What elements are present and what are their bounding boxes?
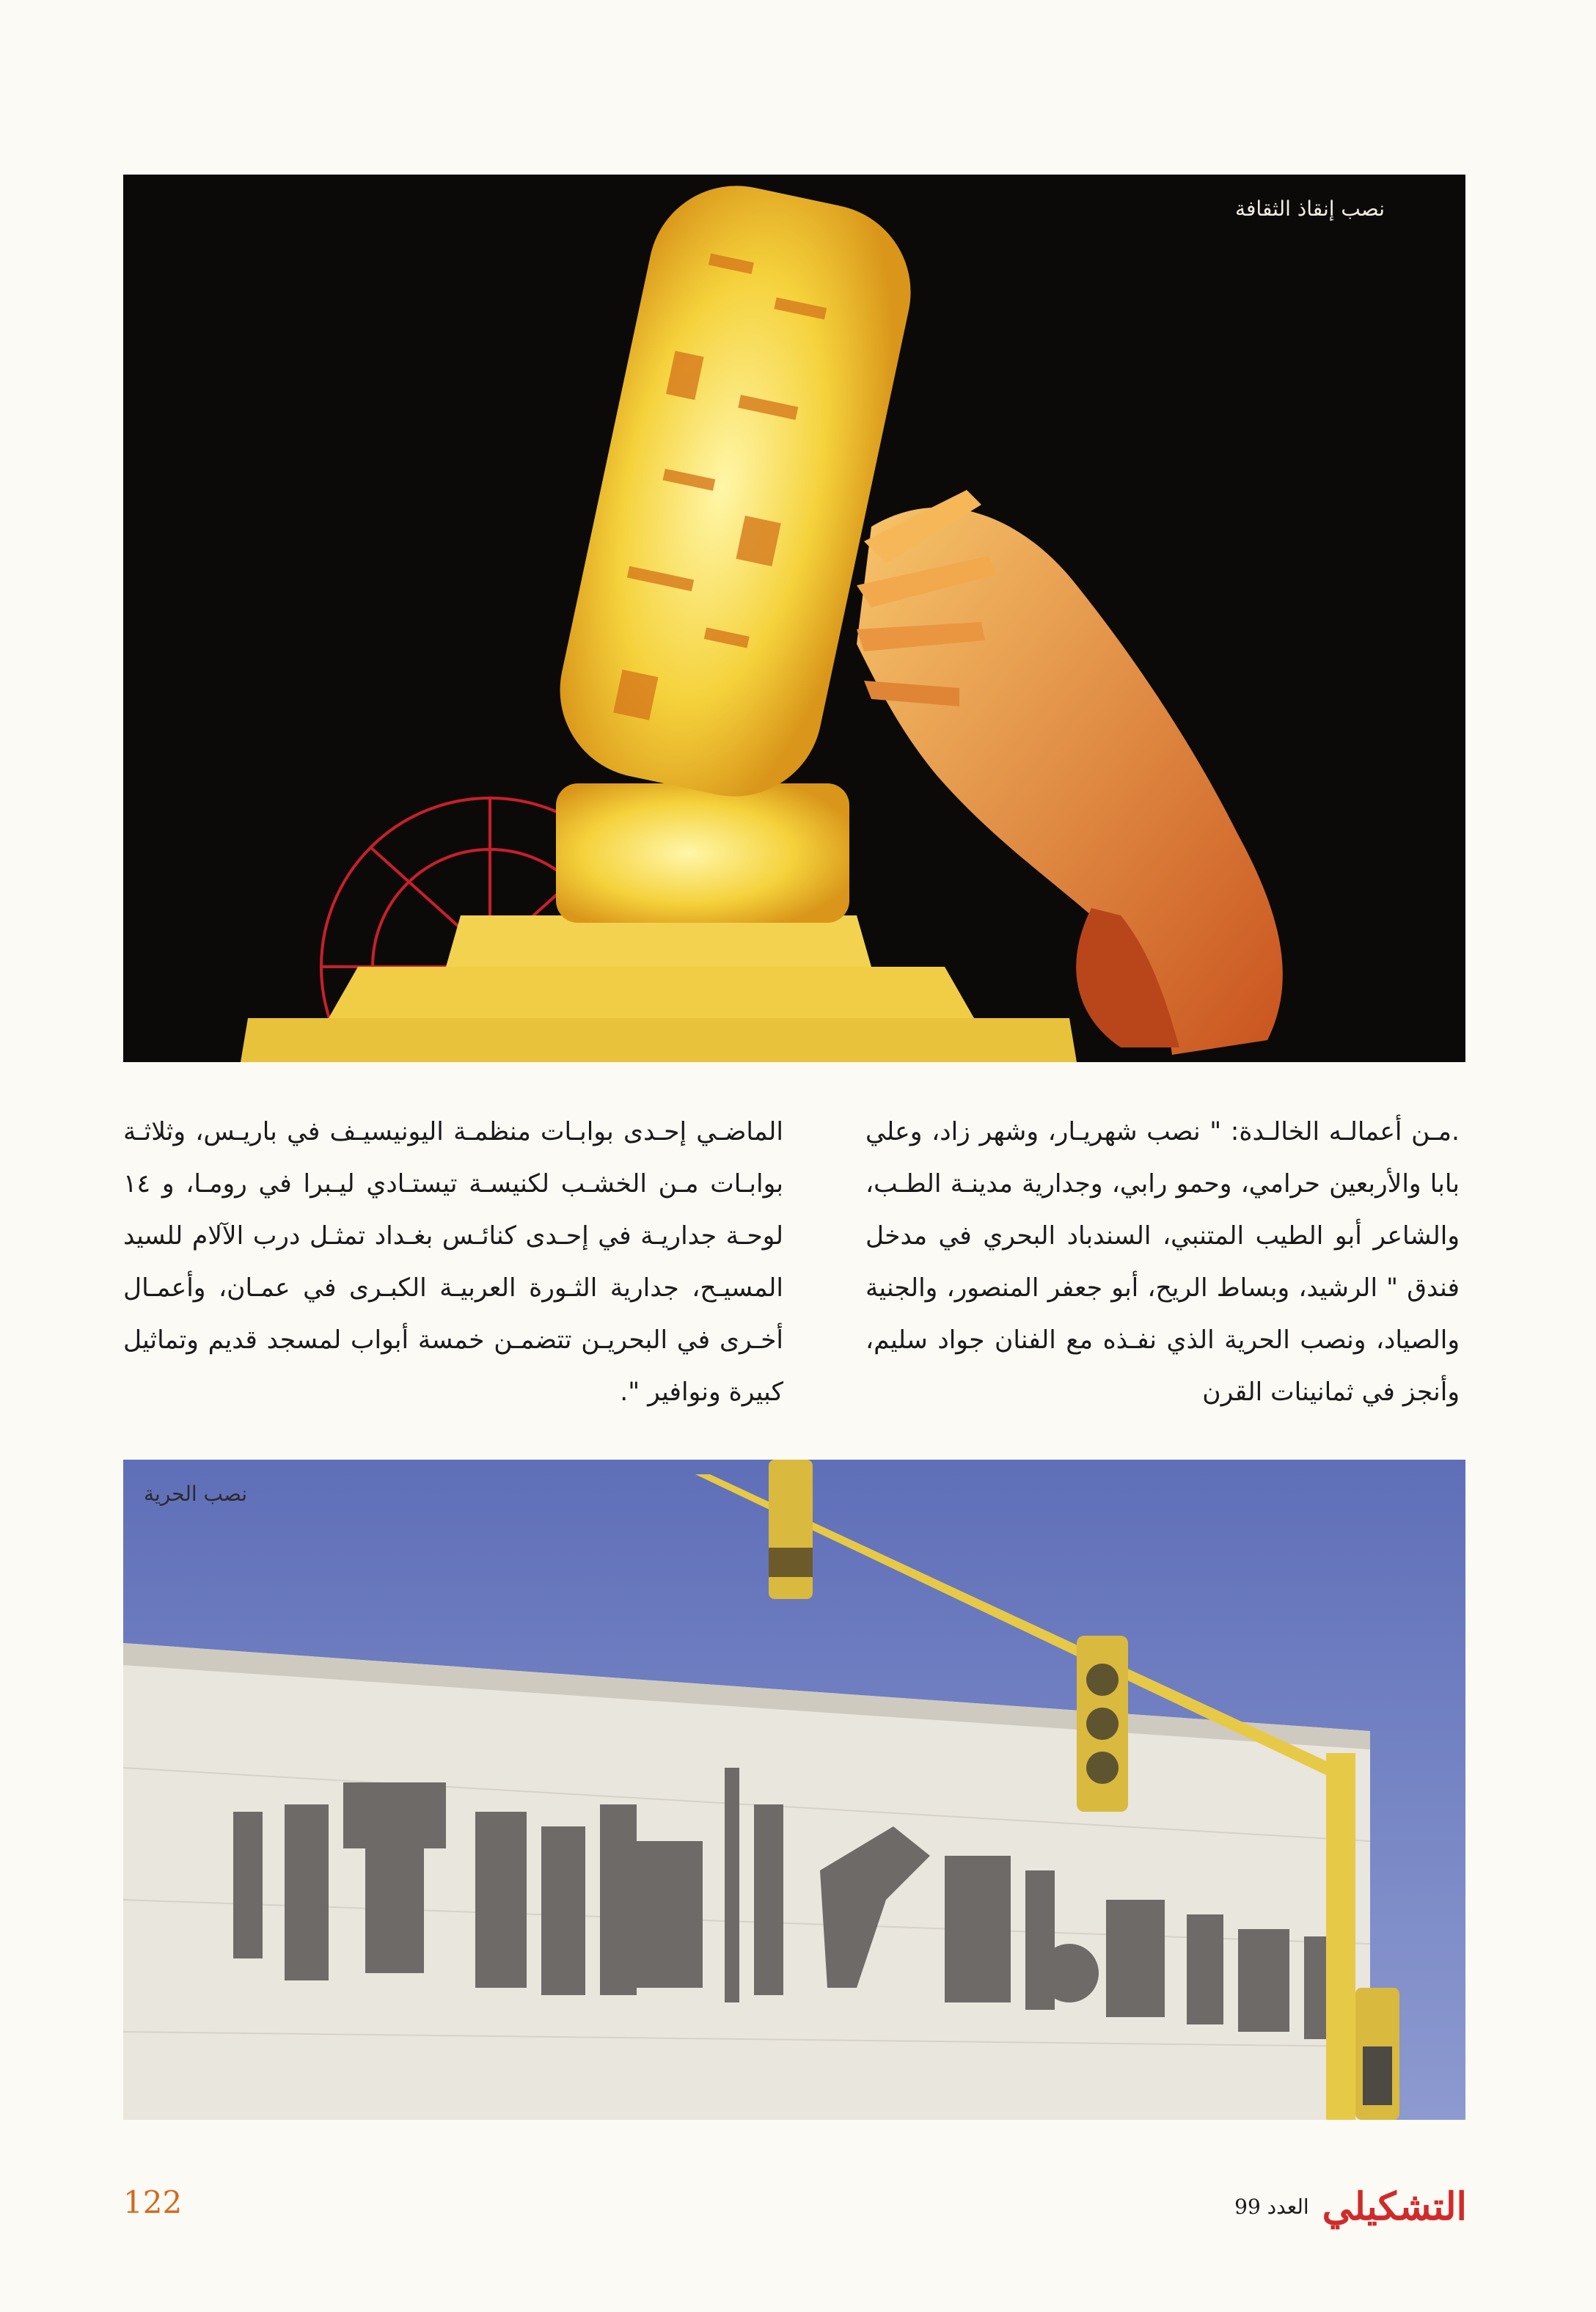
liberty-monument-illustration bbox=[123, 1460, 1465, 2120]
magazine-masthead: التشكيلي bbox=[1322, 2184, 1467, 2229]
traffic-light-side bbox=[1355, 1988, 1399, 2120]
photo-liberty-monument bbox=[123, 1460, 1465, 2120]
traffic-light-lower bbox=[1077, 1636, 1128, 1812]
photo-caption-saving-culture: نصب إنقاذ الثقافة bbox=[1235, 197, 1385, 221]
page-number: 122 bbox=[123, 2184, 183, 2220]
photo-caption-liberty-monument: نصب الحرية bbox=[144, 1482, 248, 1506]
article-paragraph-1: .مـن أعمالـه الخالـدة: " نصب شهريـار، وشهر زاد، وعلي بابا والأربعين حرامي، وحمو رابي، وجدارية مدينـة الطـب، والشاعر أبو الطيب المتنبي، السندباد البحري في مدخل فندق " الرشيد، وبساط الريح، أبو جعفر المنصور، والجنية والصياد، ونصب الحرية الذي نفـذه مع الفنان جواد سليم، وأنجز في ثمانينات القرن bbox=[865, 1117, 1460, 1407]
article-column-left bbox=[123, 1106, 783, 1422]
article-paragraph-2: الماضـي إحـدى بوابـات منظمـة اليونيسيـف في باريـس، وثلاثـة بوابـات مـن الخشـب لكنيسـة تيستـادي ليـبرا في رومـا، و ١٤ لوحـة جداريـة في إحـدى كنائـس بغـداد تمثـل درب الآلام للسيد المسيـح، جدارية الثـورة العربيـة الكبـرى في عمـان، وأعمـال أخـرى في البحريـن تتضمـن خمسة أبواب لمسجد قديم وتماثيل كبيرة ونوافير ". bbox=[123, 1117, 783, 1407]
article-column-right bbox=[865, 1106, 1460, 1422]
footer-brand bbox=[1159, 2177, 1467, 2236]
photo-saving-culture-monument bbox=[123, 175, 1465, 1062]
traffic-light-upper bbox=[769, 1460, 813, 1599]
monument-illustration bbox=[123, 175, 1465, 1062]
issue-number: العدد 99 bbox=[1234, 2194, 1309, 2219]
